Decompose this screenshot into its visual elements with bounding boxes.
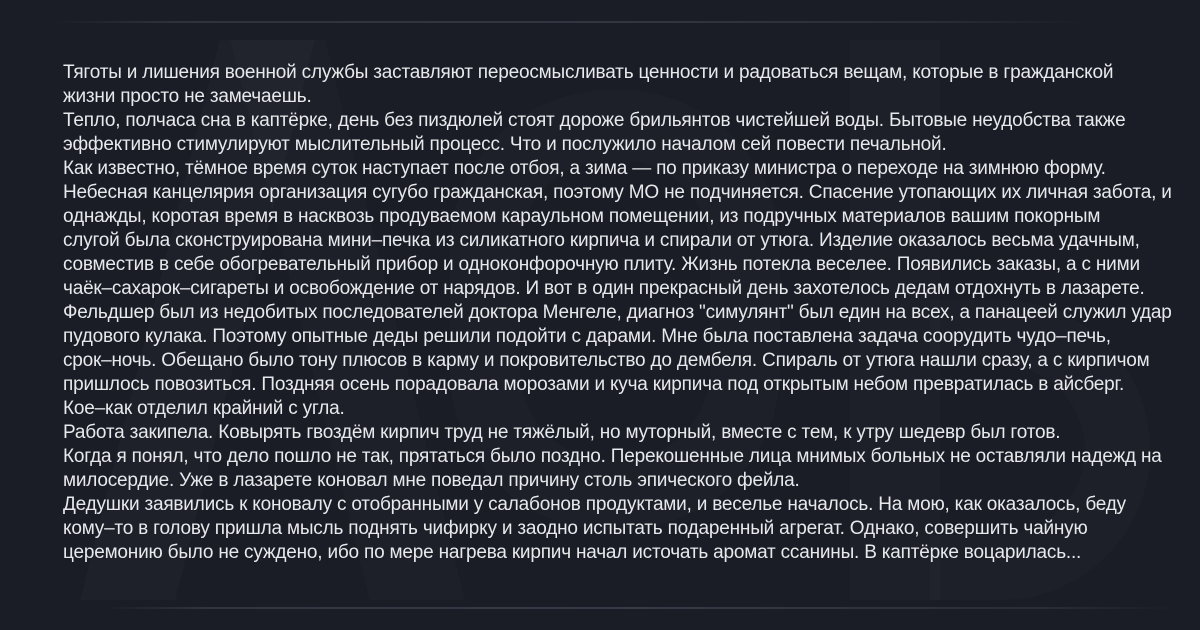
story-text xyxy=(63,61,1200,565)
story-line: срок–ночь. Обещано было тону плюсов в карму и покровительство до дембеля. Спираль от утюга нашли сразу, а с кирпичом xyxy=(63,350,1150,371)
story-line: церемонию было не суждено, ибо по мере нагрева кирпич начал источать аромат ссанины. В каптёрке воцарилась... xyxy=(63,542,1082,563)
story-line: Работа закипела. Ковырять гвоздём кирпич труд не тяжёлый, но муторный, вместе с тем, к утру шедевр был готов. xyxy=(63,422,1061,443)
story-line: совместив в себе обогревательный прибор и одноконфорочную плиту. Жизнь потекла веселее. Появились заказы, а с ними xyxy=(63,254,1140,275)
story-line: эффективно стимулируют мыслительный процесс. Что и послужило началом сей повести печальной. xyxy=(63,134,947,155)
story-line: Фельдшер был из недобитых последователей доктора Менгеле, диагноз "симулянт" был един на всех, а панацеей служил удар xyxy=(63,302,1172,323)
story-line: Небесная канцелярия организация сугубо гражданская, поэтому МО не подчиняется. Спасение утопающих их личная забота, и xyxy=(63,182,1172,203)
story-line: пришлось повозиться. Поздняя осень порадовала морозами и куча кирпича под открытым небом превратилась в айсберг. xyxy=(63,374,1125,395)
story-line: чаёк–сахарок–сигареты и освобождение от нарядов. И вот в один прекрасный день захотелось дедам отдохнуть в лазарете. xyxy=(63,278,1145,299)
story-line: Тепло, полчаса сна в каптёрке, день без пиздюлей стоят дороже брильянтов чистейшей воды. Бытовые неудобства также xyxy=(63,110,1126,131)
story-line: Когда я понял, что дело пошло не так, прятаться было поздно. Перекошенные лица мнимых больных не оставляли надежд на xyxy=(63,446,1162,467)
story-line: Тяготы и лишения военной службы заставляют переосмысливать ценности и радоваться вещам, которые в гражданской xyxy=(63,62,1114,83)
story-line: милосердие. Уже в лазарете коновал мне поведал причину столь эпического фейла. xyxy=(63,470,800,491)
story-line: жизни просто не замечаешь. xyxy=(63,86,312,107)
story-line: однажды, коротая время в насквозь продуваемом караульном помещении, из подручных материалов вашим покорным xyxy=(63,206,1101,227)
story-line: слугой была сконструирована мини–печка из силикатного кирпича и спирали от утюга. Изделие оказалось весьма удачным, xyxy=(63,230,1140,251)
story-line: Кое–как отделил крайний с угла. xyxy=(63,398,345,419)
watermark-hairline-bottom xyxy=(105,607,1175,609)
story-line: Как известно, тёмное время суток наступает после отбоя, а зима — по приказу министра о переходе на зимнюю форму. xyxy=(63,158,1106,179)
story-line: Дедушки заявились к коновалу с отобранными у салабонов продуктами, и веселье началось. На мою, как оказалось, беду xyxy=(63,494,1126,515)
story-line: пудового кулака. Поэтому опытные деды решили подойти с дарами. Мне была поставлена задача соорудить чудо–печь, xyxy=(63,326,1111,347)
watermark-hairline-top xyxy=(55,21,1085,23)
story-line: кому–то в голову пришла мысль поднять чифирку и заодно испытать подаренный агрегат. Однако, совершить чайную xyxy=(63,518,1088,539)
